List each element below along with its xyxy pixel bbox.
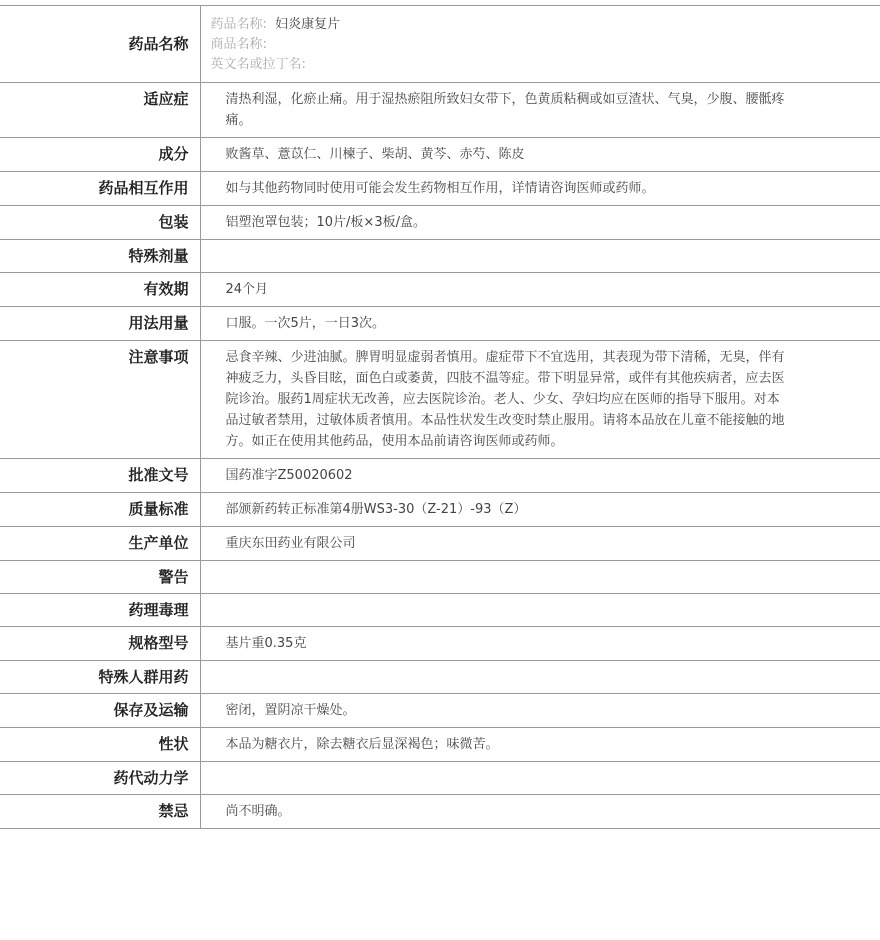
row-label: 生产单位 <box>0 527 200 561</box>
row-label: 禁忌 <box>0 795 200 829</box>
row-packaging <box>0 206 880 240</box>
row-dosage <box>0 307 880 341</box>
row-value: 败酱草、薏苡仁、川楝子、柴胡、黄芩、赤芍、陈皮 <box>200 138 880 172</box>
row-value: 重庆东田药业有限公司 <box>200 527 880 561</box>
row-value <box>200 561 880 594</box>
row-label: 药品相互作用 <box>0 172 200 206</box>
row-value: 国药准字Z50020602 <box>200 459 880 493</box>
row-label: 规格型号 <box>0 627 200 661</box>
row-specification <box>0 627 880 661</box>
trade-name-label: 商品名称: <box>210 37 267 52</box>
row-warning <box>0 561 880 594</box>
row-value: 密闭，置阴凉干燥处。 <box>200 694 880 728</box>
row-appearance <box>0 728 880 762</box>
row-value: 忌食辛辣、少进油腻。脾胃明显虚弱者慎用。虚症带下不宜选用，其表现为带下清稀，无臭，伴有神疲乏力，头昏目眩，面色白或萎黄，四肢不温等症。带下明显异常，或伴有其他疾病者，应去医院诊治。服药1周症状无改善，应去医院诊治。老人、少女、孕妇均应在医师的指导下服用。对本品过敏者禁用，过敏体质者慎用。本品性状发生改变时禁止服用。请将本品放在儿童不能接触的地方。如正在使用其他药品，使用本品前请咨询医师或药师。 <box>200 341 880 459</box>
row-label: 药代动力学 <box>0 762 200 795</box>
row-contraindications <box>0 795 880 829</box>
generic-name-value: 妇炎康复片 <box>275 17 341 32</box>
row-value: 铝塑泡罩包装；10片/板×3板/盒。 <box>200 206 880 240</box>
drug-names-cell <box>200 6 880 83</box>
latin-name-line <box>211 55 791 75</box>
row-value: 部颁新药转正标准第4册WS3-30（Z-21）-93（Z） <box>200 493 880 527</box>
row-label: 特殊人群用药 <box>0 661 200 694</box>
row-value: 基片重0.35克 <box>200 627 880 661</box>
row-value: 尚不明确。 <box>200 795 880 829</box>
row-ingredients <box>0 138 880 172</box>
trade-name-line <box>211 35 791 55</box>
row-pharmacology <box>0 594 880 627</box>
row-label: 药品名称 <box>0 6 200 83</box>
row-label: 有效期 <box>0 273 200 307</box>
row-value: 本品为糖衣片，除去糖衣后显深褐色；味微苦。 <box>200 728 880 762</box>
row-special-dosage <box>0 240 880 273</box>
row-label: 质量标准 <box>0 493 200 527</box>
row-label: 性状 <box>0 728 200 762</box>
row-label: 警告 <box>0 561 200 594</box>
row-precautions <box>0 341 880 459</box>
row-label: 保存及运输 <box>0 694 200 728</box>
generic-name-line <box>211 15 791 35</box>
drug-spec-sheet <box>0 5 880 829</box>
drug-spec-table <box>0 5 880 829</box>
row-pharmacokinetics <box>0 762 880 795</box>
row-label: 特殊剂量 <box>0 240 200 273</box>
row-label: 批准文号 <box>0 459 200 493</box>
row-interactions <box>0 172 880 206</box>
row-label: 成分 <box>0 138 200 172</box>
row-approval-number <box>0 459 880 493</box>
row-value: 如与其他药物同时使用可能会发生药物相互作用，详情请咨询医师或药师。 <box>200 172 880 206</box>
row-indications <box>0 83 880 138</box>
row-value: 24个月 <box>200 273 880 307</box>
row-drug-name <box>0 6 880 83</box>
generic-name-label: 药品名称: <box>210 17 267 32</box>
latin-name-label: 英文名或拉丁名: <box>210 57 306 72</box>
row-value: 口服。一次5片，一日3次。 <box>200 307 880 341</box>
row-label: 用法用量 <box>0 307 200 341</box>
row-special-populations <box>0 661 880 694</box>
row-label: 注意事项 <box>0 341 200 459</box>
row-label: 适应症 <box>0 83 200 138</box>
row-shelf-life <box>0 273 880 307</box>
row-value <box>200 762 880 795</box>
row-value <box>200 594 880 627</box>
row-label: 药理毒理 <box>0 594 200 627</box>
row-storage <box>0 694 880 728</box>
row-manufacturer <box>0 527 880 561</box>
row-value <box>200 661 880 694</box>
row-value <box>200 240 880 273</box>
row-quality-standard <box>0 493 880 527</box>
row-value: 清热利湿，化瘀止痛。用于湿热瘀阻所致妇女带下，色黄质粘稠或如豆渣状、气臭，少腹、腰骶疼痛。 <box>200 83 880 138</box>
row-label: 包装 <box>0 206 200 240</box>
